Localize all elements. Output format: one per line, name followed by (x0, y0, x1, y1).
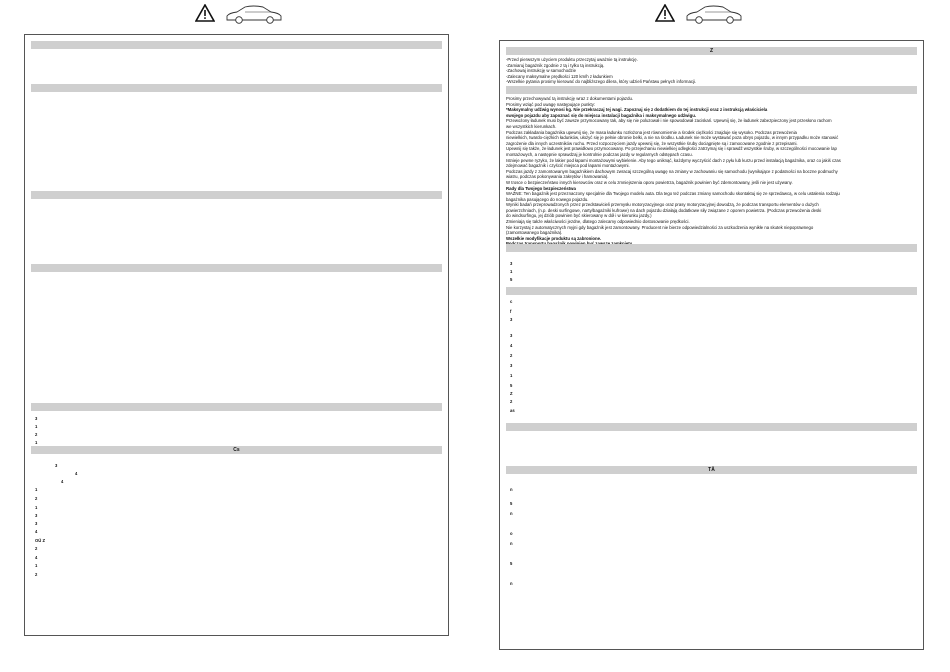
body-line: *Maksymalny udźwig wynosi kg. Nie przekraczaj tej wagi. Zapoznaj się z dodatkiem do tej instrukcji oraz z instrukcją właściciela (506, 107, 768, 113)
intro-line: -Zachowaj instrukcję w samochodzie (506, 68, 576, 74)
warning-icon (195, 4, 215, 22)
left-section-header (31, 41, 442, 49)
body-line: Istnieje pewne ryzyko, że lakier pod łapami montażowymi wybielenie. Aby tego uniknąć, każdymy wyczyścić dach z pyłu lub kurzu przed instalacją bagażnika, oraz co jakiś czas (506, 157, 841, 163)
left-text-fragment: 4 (35, 555, 38, 560)
body-line: Przewożony ładunek musi być zawsze przymocowany tak, aby się nie poluzował i nie spowodował zaciskań. Upewnij się, że ładunek zabezpieczony jest przesłono rachom (506, 118, 832, 124)
right-section-header (506, 287, 917, 295)
right-text-fragment: 5 (510, 383, 513, 388)
left-text-fragment: 2 (35, 432, 38, 437)
body-line: swojego pojazdu aby zapoznać się do miejsca instalacji bagażnika i maksymalnego udźwigu. (506, 112, 697, 118)
body-line: Podczas jazdy z zamontowanym bagażnikiem dachowym zwracaj szczególną uwagę na zmiany w zachowaniu się samochodu (wynikające z podatności na boczne podmuchy (506, 168, 838, 174)
right-section-header (506, 423, 917, 431)
body-line: powierzchniach, (n.p. deski surfingowe, narty/bagażniki kufrowe) na dach pojazdu działają dodatkowe siły związane z oporem powietrza. (Podczas przewożenia deski (506, 207, 822, 213)
left-text-fragment: 2 (35, 572, 38, 577)
body-line: we wszystkich kierunkach. (506, 123, 557, 129)
right-text-fragment: 1 (510, 373, 513, 378)
left-text-fragment: 3 (35, 521, 38, 526)
body-line: zagrożenie dla innych uczestników ruchu. Przed rozpoczęciem jazdy upewnij się, że wszystkie śruby dociągnięte są i zamocowane zgodnie z przepisami. (506, 140, 798, 146)
left-text-fragment: 4 (35, 529, 38, 534)
intro-line: -Przed pierwszym użyciem produktu przeczytaj uważnie tą instrukcję. (506, 57, 638, 62)
right-text-fragment: 3 (510, 317, 513, 322)
right-text-fragment: 4 (510, 343, 513, 348)
right-page-header (655, 0, 825, 30)
intro-line: -Zamiaruj bagażnik zgodnie z tą i tylko tą instrukcją. (506, 62, 605, 68)
body-line: Nie korzystaj z automatycznych myjni gdy bagażnik jest zamontowany. Producent nie bierze odpowiedzialności za uszkodzenia wynikłe na skutek niepoprawnego (506, 224, 814, 230)
right-text-fragment: 5 (510, 561, 513, 566)
right-text-fragment: 1 (510, 269, 513, 274)
left-text-fragment: 3 (55, 463, 58, 468)
intro-line: -Zalecany maksymalne prędkości 120 km/h z ładunkiem (506, 73, 613, 79)
right-text-fragment: 5 (510, 277, 513, 282)
right-text-fragment: n (510, 541, 513, 546)
body-line: montażowych, a następnie sprawdzaj je kontrolnie podczas jazdy w regularnych odstępach czasu. (506, 151, 693, 157)
left-page (24, 34, 449, 636)
intro-line: -Wszelkie pytania prosimy kierować do najbliższego dilera, który udzieli Państwu pełnych informacji. (506, 79, 697, 85)
left-section-header (31, 84, 442, 92)
right-text-fragment: n (510, 511, 513, 516)
intro-block (506, 57, 917, 85)
right-text-fragment: f (510, 309, 512, 314)
left-text-fragment: 2 (35, 496, 38, 501)
left-section-header (31, 403, 442, 411)
left-text-fragment: 4 (61, 479, 64, 484)
left-section-header (31, 191, 442, 199)
left-page-header (195, 0, 365, 30)
left-text-fragment: 1 (35, 424, 38, 429)
right-section-header (506, 244, 917, 252)
left-text-fragment: 1 (35, 440, 38, 445)
right-text-fragment: 2 (510, 399, 513, 404)
right-text-fragment: Z (510, 391, 513, 396)
warning-icon (655, 4, 675, 22)
left-text-fragment: OÜ Z (35, 538, 46, 543)
body-line: W trosce o bezpieczeństwo innych kierowców oraz w celu zmniejszenia oporu powietrza, bagażnik powinien być zdemontowany, jeśli nie jest używany. (506, 179, 793, 185)
right-text-fragment: 3 (510, 333, 513, 338)
body-line: Wszelkie modyfikacje produktu są zabronione. (506, 235, 602, 241)
right-text-fragment: o (510, 531, 513, 536)
left-text-fragment: 4 (75, 471, 78, 476)
right-section-header (506, 86, 917, 94)
left-section-header: Cs (31, 446, 442, 454)
body-line: Wyniki badań przeprowadzonych przez przedstawicieli przemysłu motoryzacyjnego oraz prasy motoryzacyjnej dowodzą, że podczas transportu elementów o dużych (506, 202, 819, 208)
car-icon (683, 3, 745, 25)
body-line: Upewnij się także, że ładunek jest prawidłowo przymocowany. Po przejechaniu niewielkiej odległości zatrzymaj się i sprawdź wszystkie śruby, w szczególności mocowanie lap (506, 146, 837, 152)
body-line: WAŻNE: Ten bagażnik jest przeznaczony specjalnie dla Twojego modelu auta. Dla tego też podczas zmiany samochodu skontaktuj się ze sprzedawcą, w celu ustalenia rodzaju (506, 191, 840, 197)
body-line: Podczas zakładania bagażnika upewnij się, że masa ładunku rozłożona jest równomiernie a środek ciężkości znajduje się wysoko. Podczas przewożenia (506, 129, 797, 135)
right-text-fragment: 3 (510, 261, 513, 266)
right-text-fragment: 3 (510, 363, 513, 368)
right-text-fragment: 5 (510, 501, 513, 506)
right-text-fragment: n (510, 487, 513, 492)
left-text-fragment: 3 (35, 416, 38, 421)
body-line: Zmieniają się także właściwości jezdne, dlatego zalecamy odpowiednio dostosowanie prędkości. (506, 219, 690, 225)
left-section-header (31, 264, 442, 272)
body-line: bagażnika pasującego do nowego pojazdu. (506, 196, 589, 202)
body-line: do windsurfingu, jej dziób powinien być skierowany w dół i w kierunku jazdy.) (506, 213, 652, 219)
main-text-block (506, 96, 917, 247)
body-line: Rady dla Twojego bezpieczeństwa (506, 185, 576, 191)
right-text-fragment: 2 (510, 353, 513, 358)
left-text-fragment: 3 (35, 513, 38, 518)
body-line: (zamontowanego bagażnika). (506, 230, 563, 236)
body-line: wiatru, podczas pokonywania zakrętów i hamowania). (506, 174, 609, 180)
body-line: Prosimy wziąć pod uwagę następujące punkty: (506, 101, 596, 107)
right-page (499, 40, 924, 650)
right-section-header: Z (506, 47, 917, 55)
left-text-fragment: 1 (35, 505, 38, 510)
right-text-fragment: as (510, 408, 515, 413)
right-text-fragment: c (510, 299, 513, 304)
body-line: niewielkich, twardo-ciężkich ładunków, ułożyć się je pełnie obronie belki, a nie na środku. Ładunek nie może wystawać poza obrys pojazdu, w innym przypadku może stanowić (506, 135, 839, 141)
body-line: Prosimy przechowywać tą instrukcję wraz z dokumentami pojazdu. (506, 96, 634, 101)
right-section-header: TÄ (506, 466, 917, 474)
left-text-fragment: 1 (35, 563, 38, 568)
right-text-fragment: n (510, 581, 513, 586)
left-text-fragment: 1 (35, 487, 38, 492)
body-line: zdejmować bagażnik i czyścić miejsca pod łapami montażowymi. (506, 163, 630, 169)
left-text-fragment: 2 (35, 546, 38, 551)
car-icon (223, 3, 285, 25)
